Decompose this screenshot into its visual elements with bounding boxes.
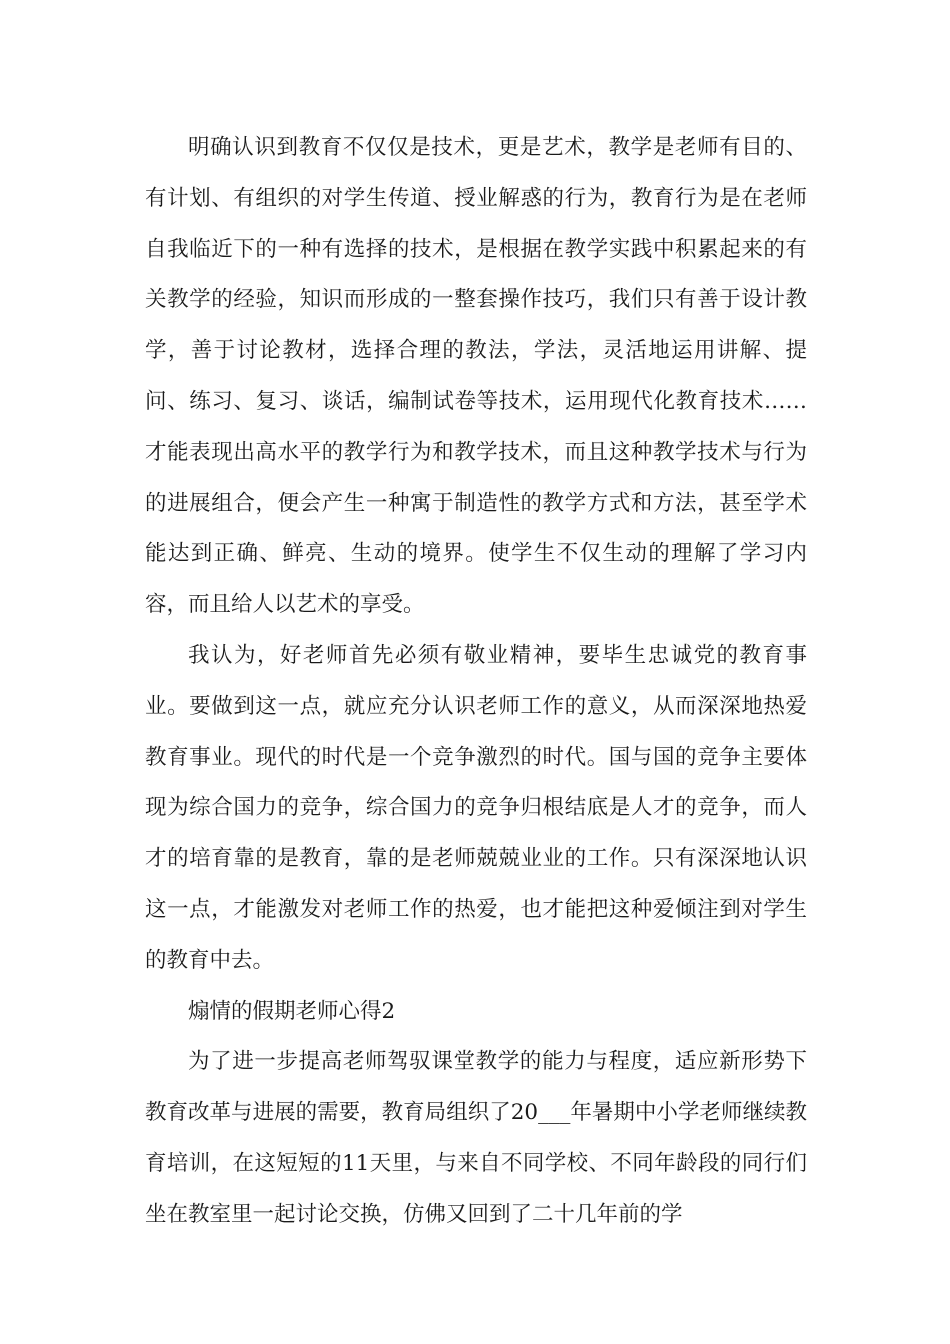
section-title: 煽情的假期老师心得2 — [188, 998, 396, 1024]
paragraph-dedication: 我认为，好老师首先必须有敬业精神，要毕生忠诚党的教育事业。要做到这一点，就应充分认识老师工作的意义，从而深深地热爱教育事业。现代的时代是一个竞争激烈的时代。国与国的竞争主要体现为综合国力的竞争，综合国力的竞争归根结底是人才的竞争，而人才的培育靠的是教育，靠的是老师兢兢业业的工作。只有深深地认识这一点，才能激发对老师工作的热爱，也才能把这种爱倾注到对学生的教育中去。 — [145, 642, 807, 973]
paragraph-training: 为了进一步提高老师驾驭课堂教学的能力与程度，适应新形势下教育改革与进展的需要，教育局组织了20___年暑期中小学老师继续教育培训，在这短短的11天里，与来自不同学校、不同年龄段的同行们坐在教室里一起讨论交换，仿佛又回到了二十几年前的学 — [145, 1049, 807, 1227]
document-body — [145, 123, 807, 1241]
paragraph-technique-art: 明确认识到教育不仅仅是技术，更是艺术，教学是老师有目的、有计划、有组织的对学生传道、授业解惑的行为，教育行为是在老师自我临近下的一种有选择的技术，是根据在教学实践中积累起来的有关教学的经验，知识而形成的一整套操作技巧，我们只有善于设计教学，善于讨论教材，选择合理的教法，学法，灵活地运用讲解、提问、练习、复习、谈话，编制试卷等技术，运用现代化教育技术……才能表现出高水平的教学行为和教学技术，而且这种教学技术与行为的进展组合，便会产生一种寓于制造性的教学方式和方法，甚至学术能达到正确、鲜亮、生动的境界。使学生不仅生动的理解了学习内容，而且给人以艺术的享受。 — [145, 135, 807, 618]
